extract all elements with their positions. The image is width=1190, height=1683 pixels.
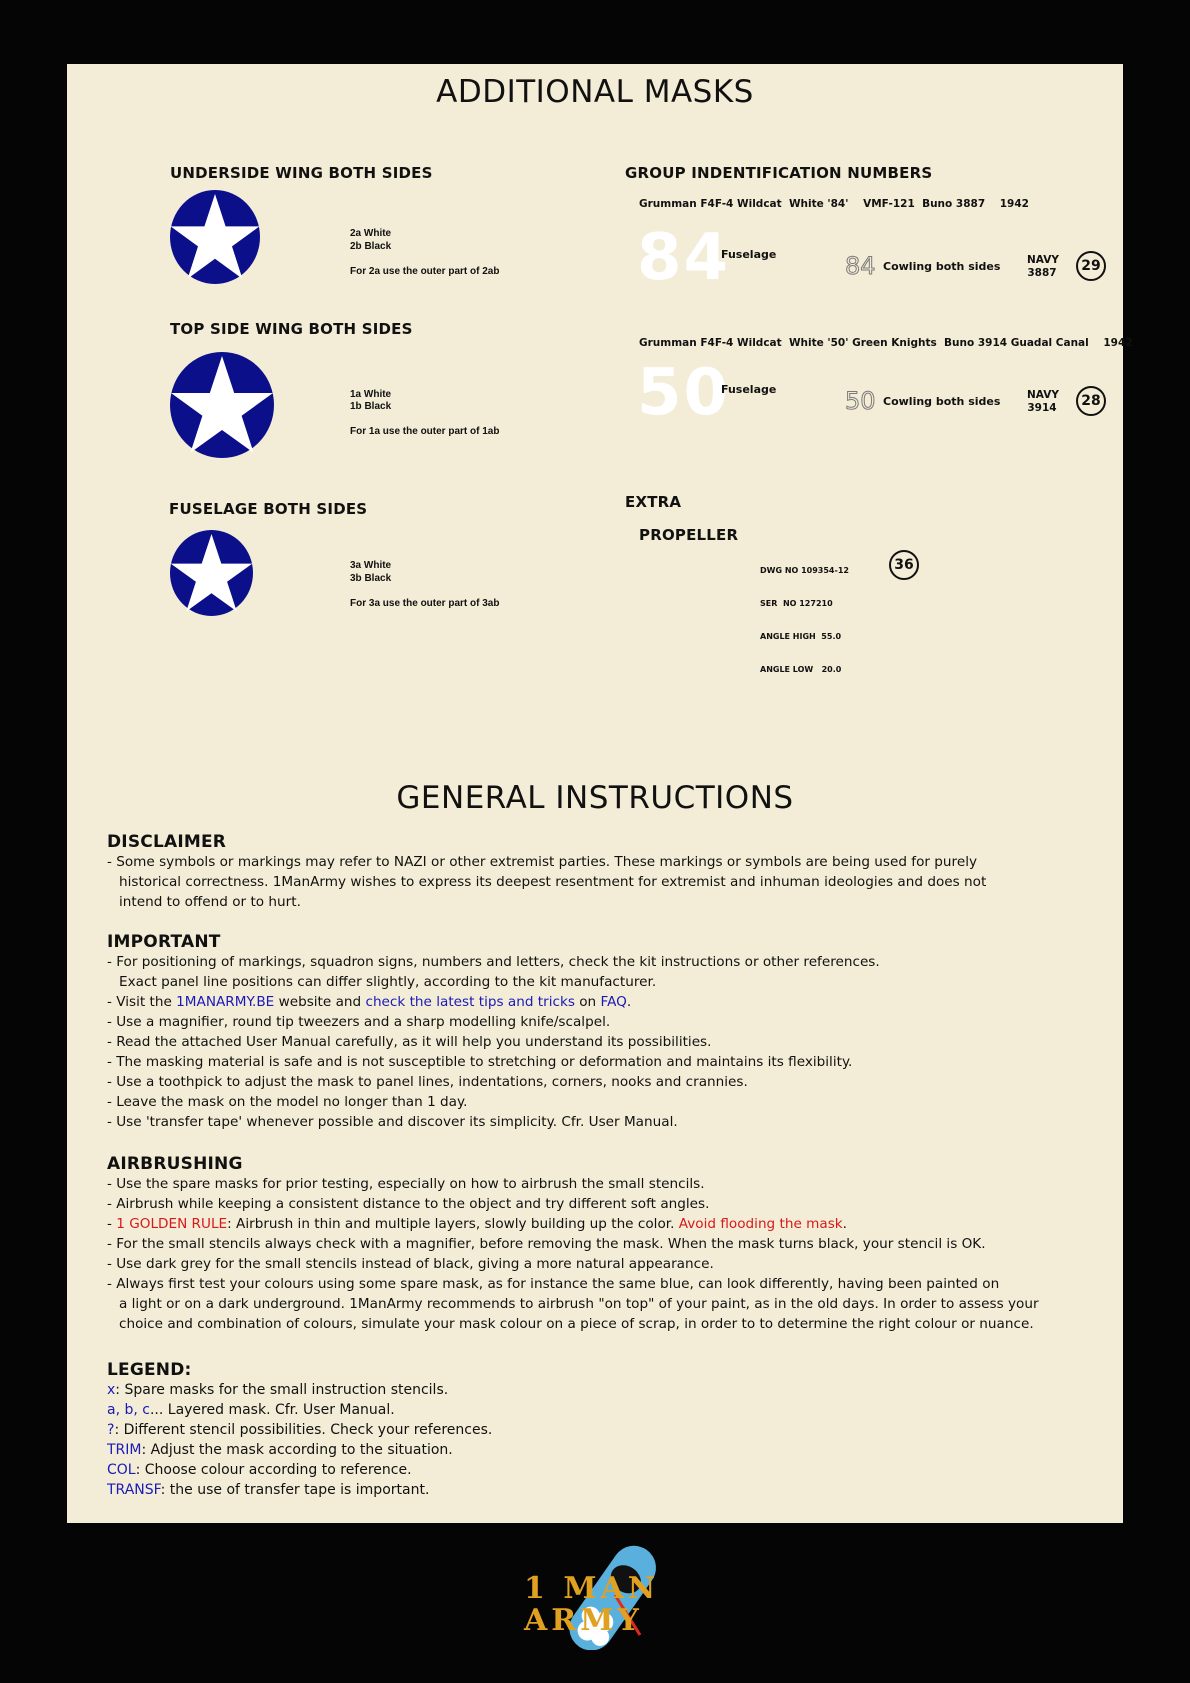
- aircraft-description: Grumman F4F-4 Wildcat White '84' VMF-121 Buno 3887 1942: [639, 198, 1029, 210]
- text: .: [842, 1216, 847, 1232]
- legend-key: TRANSF: [107, 1482, 161, 1498]
- star-roundel-icon: [170, 190, 260, 284]
- propeller-line: ANGLE HIGH 55.0: [760, 632, 842, 641]
- disclaimer-line: - Some symbols or markings may refer to NAZI or other extremist parties. These markings or symbols are being used for purely: [107, 854, 978, 870]
- mask-label-black: 1b Black: [350, 401, 392, 412]
- important-line-visit: [107, 992, 1107, 1012]
- important-line: Exact panel line positions can differ slightly, according to the kit manufacturer.: [119, 974, 657, 990]
- tips-link[interactable]: check the latest tips and tricks: [365, 994, 575, 1010]
- golden-rule-label: 1 GOLDEN RULE: [116, 1216, 228, 1232]
- cowling-label: Cowling both sides: [883, 395, 1001, 408]
- airbrushing-section: [107, 1154, 1107, 1334]
- mask-number-badge: 29: [1076, 251, 1106, 281]
- warning-text: Avoid flooding the mask: [678, 1216, 843, 1232]
- important-heading: IMPORTANT: [107, 932, 221, 952]
- text: - Visit the: [107, 994, 177, 1010]
- logo-line2: ARMY: [524, 1603, 643, 1638]
- propeller-line: SER NO 127210: [760, 599, 833, 608]
- legend-item: [107, 1400, 1107, 1420]
- mask-number-badge: 36: [889, 550, 919, 580]
- legend-text: ... Layered mask. Cfr. User Manual.: [149, 1402, 395, 1418]
- section-title-fuselage: FUSELAGE BOTH SIDES: [169, 500, 368, 518]
- legend-text: : Different stencil possibilities. Check your references.: [114, 1422, 493, 1438]
- airbrushing-line: - For the small stencils always check with a magnifier, before removing the mask. When the mask turns black, your stencil is OK.: [107, 1236, 986, 1252]
- fuselage-number-mask: 50: [637, 356, 731, 430]
- disclaimer-section: [107, 832, 1107, 912]
- legend-key: ?: [107, 1422, 115, 1438]
- cowling-label: Cowling both sides: [883, 260, 1001, 273]
- 1manarmy-logo: [520, 1545, 680, 1650]
- legend-item: [107, 1380, 1107, 1400]
- fuselage-number-mask: 84: [637, 221, 731, 295]
- legend-item: [107, 1480, 1107, 1500]
- important-line: - Leave the mask on the model no longer than 1 day.: [107, 1094, 468, 1110]
- fuselage-label: Fuselage: [721, 248, 777, 261]
- important-section: [107, 932, 1107, 1132]
- propeller-stencil-text: [760, 543, 849, 697]
- legend-heading: LEGEND:: [107, 1360, 192, 1380]
- additional-masks-title: ADDITIONAL MASKS: [436, 74, 754, 110]
- section-title-underside-wing: UNDERSIDE WING BOTH SIDES: [170, 164, 433, 182]
- legend-item: [107, 1460, 1107, 1480]
- propeller-line: ANGLE LOW 20.0: [760, 665, 842, 674]
- buno-text: 3887: [1027, 267, 1057, 279]
- text: -: [107, 1216, 117, 1232]
- navy-buno: [1027, 254, 1057, 280]
- buno-text: 3914: [1027, 402, 1057, 414]
- important-line: - The masking material is safe and is not susceptible to stretching or deformation and maintains its flexibility.: [107, 1054, 853, 1070]
- star-roundel-icon: [170, 530, 253, 616]
- legend-section: [107, 1360, 1107, 1500]
- general-instructions-title: GENERAL INSTRUCTIONS: [396, 780, 794, 816]
- legend-text: : the use of transfer tape is important.: [160, 1482, 430, 1498]
- legend-item: [107, 1440, 1107, 1460]
- mask-number-badge: 28: [1076, 386, 1106, 416]
- airbrushing-line: - Airbrush while keeping a consistent distance to the object and try different soft angles.: [107, 1196, 710, 1212]
- mask-label-white: 2a White: [350, 228, 392, 239]
- mask-note: For 2a use the outer part of 2ab: [350, 266, 500, 277]
- text: .: [626, 994, 632, 1010]
- mask-label-black: 2b Black: [350, 241, 392, 252]
- aircraft-description: Grumman F4F-4 Wildcat White '50' Green Knights Buno 3914 Guadal Canal 1942: [639, 337, 1133, 349]
- important-line: - Read the attached User Manual carefully, as it will help you understand its possibilities.: [107, 1034, 712, 1050]
- fuselage-label: Fuselage: [721, 383, 777, 396]
- mask-note: For 1a use the outer part of 1ab: [350, 426, 500, 437]
- important-line: - Use a toothpick to adjust the mask to panel lines, indentations, corners, nooks and crannies.: [107, 1074, 748, 1090]
- disclaimer-line: historical correctness. 1ManArmy wishes to express its deepest resentment for extremist and inhuman ideologies and does not: [119, 874, 987, 890]
- navy-text: NAVY: [1027, 389, 1059, 401]
- airbrushing-line: a light or on a dark underground. 1ManArmy recommends to airbrush "on top" of your paint, as in the old days. In order to assess your: [119, 1296, 1039, 1312]
- cowling-number-mask: 84: [845, 252, 876, 280]
- mask-label-white: 1a White: [350, 389, 392, 400]
- legend-key: TRIM: [107, 1442, 142, 1458]
- legend-key: a, b, c: [107, 1402, 150, 1418]
- section-title-extra: EXTRA: [625, 493, 682, 511]
- airbrushing-line: choice and combination of colours, simulate your mask colour on a piece of scrap, in order to to determine the right colour or nuance.: [119, 1316, 1034, 1332]
- important-line: - Use 'transfer tape' whenever possible and discover its simplicity. Cfr. User Manual.: [107, 1114, 678, 1130]
- mask-note: For 3a use the outer part of 3ab: [350, 598, 500, 609]
- legend-text: : Choose colour according to reference.: [135, 1462, 412, 1478]
- propeller-line: DWG NO 109354-12: [760, 566, 849, 575]
- section-title-group-id: GROUP INDENTIFICATION NUMBERS: [625, 164, 933, 182]
- airbrushing-line: - Always first test your colours using some spare mask, as for instance the same blue, can look differently, having been painted on: [107, 1276, 1000, 1292]
- legend-text: : Spare masks for the small instruction stencils.: [115, 1382, 449, 1398]
- legend-key: x: [107, 1382, 116, 1398]
- airbrushing-line: - Use dark grey for the small stencils instead of black, giving a more natural appearance.: [107, 1256, 714, 1272]
- website-link[interactable]: 1MANARMY.BE: [176, 994, 275, 1010]
- section-title-propeller: PROPELLER: [639, 526, 739, 544]
- legend-item: [107, 1420, 1107, 1440]
- faq-link[interactable]: FAQ: [600, 994, 627, 1010]
- airbrushing-line: - Use the spare masks for prior testing, especially on how to airbrush the small stencils.: [107, 1176, 705, 1192]
- disclaimer-line: intend to offend or to hurt.: [119, 894, 301, 910]
- section-title-top-wing: TOP SIDE WING BOTH SIDES: [170, 320, 413, 338]
- navy-text: NAVY: [1027, 254, 1059, 266]
- legend-key: COL: [107, 1462, 136, 1478]
- text: on: [574, 994, 601, 1010]
- disclaimer-heading: DISCLAIMER: [107, 832, 227, 852]
- star-roundel-icon: [170, 352, 274, 458]
- text: website and: [274, 994, 366, 1010]
- navy-buno: [1027, 389, 1057, 415]
- cowling-number-mask: 50: [845, 387, 876, 415]
- instruction-sheet: [67, 64, 1133, 1523]
- logo-text: [524, 1573, 659, 1637]
- mask-label-black: 3b Black: [350, 573, 392, 584]
- golden-rule-line: [107, 1214, 1107, 1234]
- legend-text: : Adjust the mask according to the situation.: [141, 1442, 453, 1458]
- logo-line1: 1 MAN: [524, 1571, 660, 1606]
- mask-label-white: 3a White: [350, 560, 392, 571]
- text: : Airbrush in thin and multiple layers, slowly building up the color.: [227, 1216, 679, 1232]
- important-line: - For positioning of markings, squadron signs, numbers and letters, check the kit instructions or other references.: [107, 954, 880, 970]
- airbrushing-heading: AIRBRUSHING: [107, 1154, 243, 1174]
- important-line: - Use a magnifier, round tip tweezers and a sharp modelling knife/scalpel.: [107, 1014, 611, 1030]
